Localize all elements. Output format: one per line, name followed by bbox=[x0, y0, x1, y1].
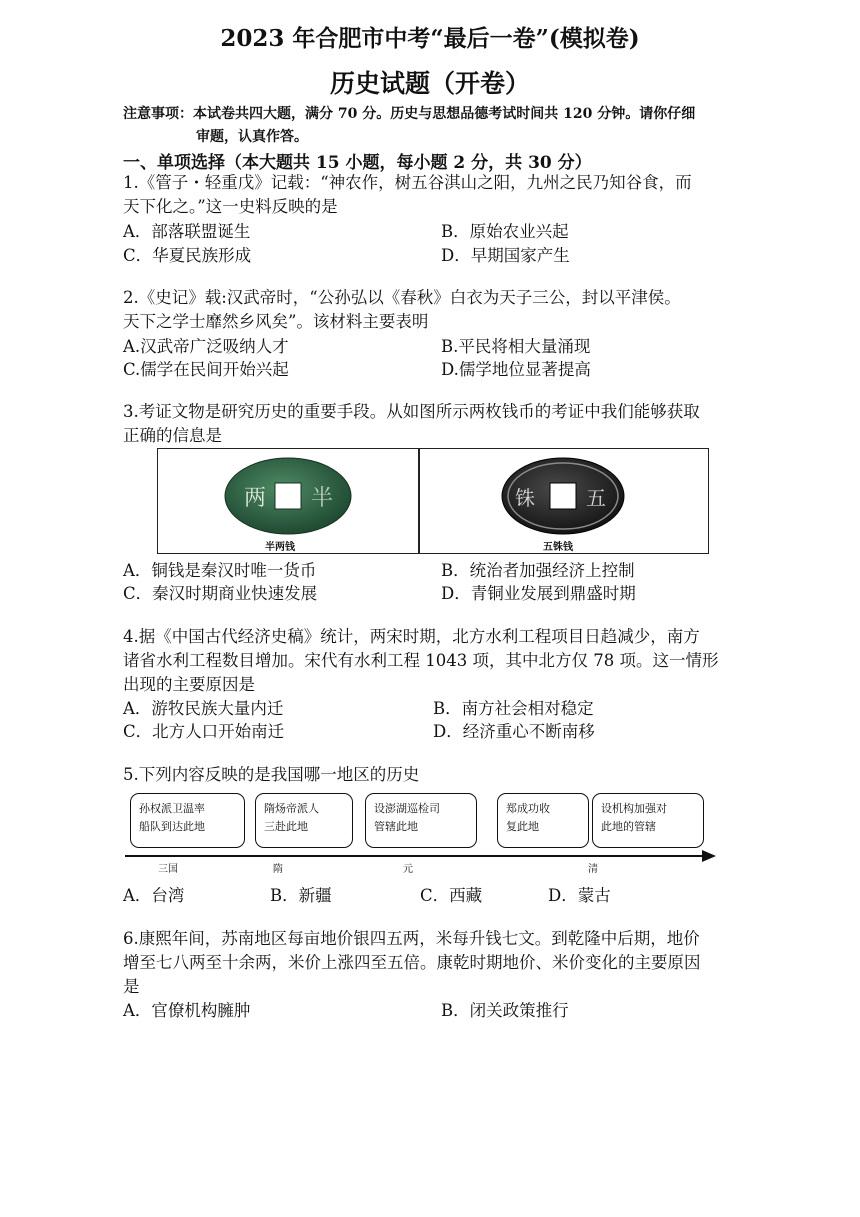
option-c[interactable]: C．华夏民族形成 bbox=[123, 246, 252, 265]
timeline-bubble: 孙权派卫温率 船队到达此地 bbox=[130, 793, 245, 848]
timeline-axis bbox=[125, 855, 705, 857]
question-line: 出现的主要原因是 bbox=[123, 675, 255, 694]
option-b[interactable]: B.平民将相大量涌现 bbox=[441, 337, 591, 356]
coin-caption: 五铢钱 bbox=[543, 542, 573, 553]
option-d[interactable]: D．经济重心不断南移 bbox=[433, 722, 595, 741]
question-line: 诸省水利工程数目增加。宋代有水利工程 1043 项，其中北方仅 78 项。这一情形 bbox=[123, 651, 719, 670]
question-line: 正确的信息是 bbox=[123, 426, 222, 445]
question-line: 天下之学士靡然乡风矣”。该材料主要表明 bbox=[123, 312, 429, 331]
exam-subtitle: 历史试题（开卷） bbox=[329, 69, 530, 98]
question-line: 天下化之。”这一史料反映的是 bbox=[123, 197, 338, 216]
timeline-tick-label: 隋 bbox=[273, 864, 283, 875]
timeline-tick-label: 三国 bbox=[158, 864, 178, 875]
option-a[interactable]: A.汉武帝广泛吸纳人才 bbox=[123, 337, 289, 356]
option-d[interactable]: D.儒学地位显著提高 bbox=[441, 360, 591, 379]
coin-glyph: 五 bbox=[586, 486, 606, 510]
option-a[interactable]: A．部落联盟诞生 bbox=[123, 222, 251, 241]
notice-line-1: 注意事项：本试卷共四大题，满分 70 分。历史与思想品德考试时间共 120 分钟。请你仔细 bbox=[123, 106, 696, 122]
option-a[interactable]: A．铜钱是秦汉时唯一货币 bbox=[123, 561, 317, 580]
option-a[interactable]: A．台湾 bbox=[123, 886, 185, 905]
option-c[interactable]: C．秦汉时期商业快速发展 bbox=[123, 584, 318, 603]
option-a[interactable]: A．官僚机构臃肿 bbox=[123, 1001, 251, 1020]
option-b[interactable]: B．南方社会相对稳定 bbox=[433, 699, 594, 718]
banliang-coin-image bbox=[218, 455, 358, 537]
question-line: 2.《史记》载:汉武帝时，“公孙弘以《春秋》白衣为天子三公，封以平津侯。 bbox=[123, 288, 681, 307]
question-line: 5.下列内容反映的是我国哪一地区的历史 bbox=[123, 765, 420, 784]
question-line: 1.《管子・轻重戊》记载：“神农作，树五谷淇山之阳，九州之民乃知谷食，而 bbox=[123, 173, 692, 192]
coin-glyph: 两 bbox=[244, 486, 267, 511]
option-b[interactable]: B．新疆 bbox=[270, 886, 332, 905]
option-d[interactable]: D．蒙古 bbox=[548, 886, 611, 905]
coin-glyph: 铢 bbox=[515, 486, 535, 510]
question-line: 增至七八两至十余两，米价上涨四至五倍。康乾时期地价、米价变化的主要原因 bbox=[123, 953, 701, 972]
question-line: 3.考证文物是研究历史的重要手段。从如图所示两枚钱币的考证中我们能够获取 bbox=[123, 402, 700, 421]
timeline-bubble: 设机构加强对 此地的管辖 bbox=[592, 793, 704, 848]
timeline-bubble: 设澎湖巡检司 管辖此地 bbox=[365, 793, 477, 848]
timeline-bubble: 郑成功收 复此地 bbox=[497, 793, 589, 848]
question-line: 4.据《中国古代经济史稿》统计，两宋时期，北方水利工程项目日趋减少，南方 bbox=[123, 627, 700, 646]
option-a[interactable]: A．游牧民族大量内迁 bbox=[123, 699, 284, 718]
timeline-bubble: 隋炀帝派人 三赴此地 bbox=[255, 793, 353, 848]
coin-glyph: 半 bbox=[311, 486, 334, 511]
timeline-tick-label: 元 bbox=[403, 864, 413, 875]
section-heading: 一、单项选择（本大题共 15 小题，每小题 2 分，共 30 分） bbox=[123, 153, 592, 173]
notice-line-2: 审题，认真作答。 bbox=[196, 129, 308, 145]
option-c[interactable]: C．西藏 bbox=[420, 886, 483, 905]
timeline-arrow-icon bbox=[702, 850, 716, 862]
option-c[interactable]: C．北方人口开始南迁 bbox=[123, 722, 285, 741]
option-b[interactable]: B．原始农业兴起 bbox=[441, 222, 569, 241]
timeline-tick-label: 清 bbox=[588, 864, 598, 875]
option-c[interactable]: C.儒学在民间开始兴起 bbox=[123, 360, 289, 379]
option-b[interactable]: B．闭关政策推行 bbox=[441, 1001, 569, 1020]
coin-caption: 半两钱 bbox=[265, 542, 295, 553]
option-b[interactable]: B．统治者加强经济上控制 bbox=[441, 561, 635, 580]
exam-title: 2023 年合肥市中考“最后一卷”(模拟卷) bbox=[220, 25, 640, 52]
option-d[interactable]: D．早期国家产生 bbox=[441, 246, 570, 265]
option-d[interactable]: D．青铜业发展到鼎盛时期 bbox=[441, 584, 636, 603]
exam-notice bbox=[123, 103, 695, 149]
wuzhu-coin-image bbox=[497, 455, 629, 537]
question-line: 6.康熙年间，苏南地区每亩地价银四五两，米每升钱七文。到乾隆中后期，地价 bbox=[123, 929, 700, 948]
figure-divider bbox=[418, 448, 420, 553]
question-line: 是 bbox=[123, 977, 140, 996]
